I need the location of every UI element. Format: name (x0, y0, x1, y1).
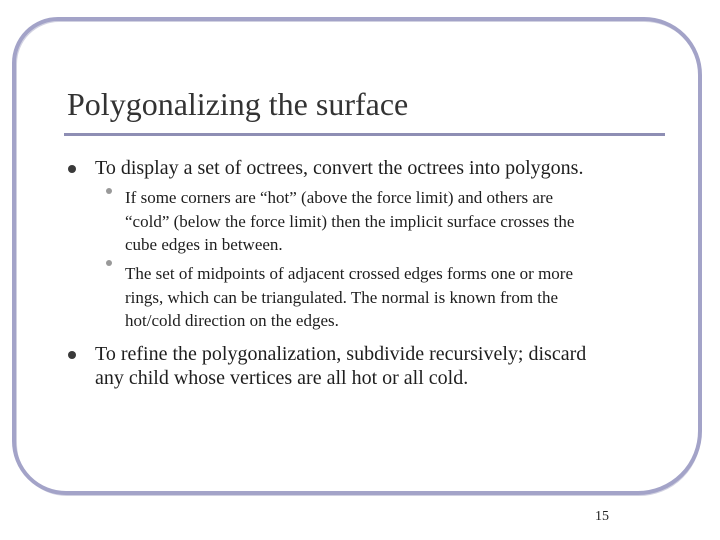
bullet-2-line-2: any child whose vertices are all hot or all cold. (95, 367, 469, 389)
bullet-1-text (95, 156, 583, 180)
bullet-marker (68, 351, 76, 359)
bullet-marker (68, 165, 76, 173)
subbullet-1-line-3: cube edges in between. (125, 235, 283, 254)
subbullet-2-line-1: The set of midpoints of adjacent crossed edges forms one or more (125, 264, 574, 283)
subbullet-marker (106, 188, 112, 194)
slide-title: Polygonalizing the surface (67, 86, 409, 122)
subbullet-2-line-2: rings, which can be triangulated. The normal is known from the (125, 287, 559, 307)
subbullet-1-line-2: “cold” (below the force limit) then the implicit surface crosses the (125, 211, 575, 231)
bullet-2-text (95, 342, 586, 390)
page-number: 15 (595, 509, 609, 524)
subbullet-2-line-3: hot/cold direction on the edges. (125, 311, 339, 330)
subbullet-1-line-1: If some corners are “hot” (above the force limit) and others are (125, 188, 554, 207)
subbullet-marker (106, 260, 112, 266)
subbullet-2-text (125, 262, 573, 333)
title-underline (64, 133, 665, 136)
bullet-2-line-1: To refine the polygonalization, subdivide recursively; discard (95, 343, 587, 365)
subbullet-1-text (125, 186, 574, 257)
bullet-1-line-1: To display a set of octrees, convert the octrees into polygons. (95, 157, 584, 179)
